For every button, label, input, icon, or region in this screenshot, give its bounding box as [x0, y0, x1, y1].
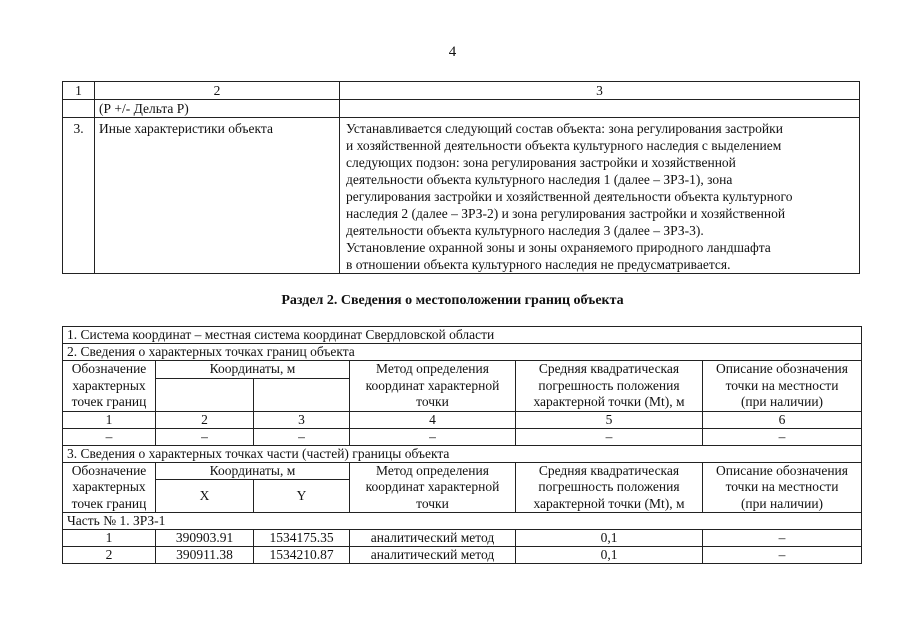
point-mt: 0,1 [516, 530, 703, 547]
text-line: регулирования застройки и хозяйственной деятельности объекта культурного [346, 189, 793, 204]
coords-header: Координаты, м [156, 361, 350, 379]
coord-system-row: 1. Система координат – местная система координат Свердловской области [63, 327, 862, 344]
paragraph [346, 239, 853, 273]
coords-header: Координаты, м [156, 462, 350, 480]
row-value-cell [340, 118, 860, 274]
num-cell: 6 [703, 411, 862, 428]
x-header-empty [156, 378, 254, 411]
num-cell: 3 [254, 411, 350, 428]
text-line: следующих подзон: зона регулирования застройки и хозяйственной [346, 155, 736, 170]
point-method: аналитический метод [350, 547, 516, 564]
text-line: и хозяйственной деятельности объекта культурного наследия с выделением [346, 138, 782, 153]
point-method: аналитический метод [350, 530, 516, 547]
parts-title-row: 3. Сведения о характерных точках части (частей) границы объекта [63, 445, 862, 462]
header-cell: 2 [95, 82, 340, 100]
table-row [63, 547, 862, 564]
point-mt: 0,1 [516, 547, 703, 564]
text-line: Устанавливается следующий состав объекта: зона регулирования застройки [346, 121, 783, 136]
paragraph [346, 120, 853, 239]
points-title-row: 2. Сведения о характерных точках границ объекта [63, 344, 862, 361]
dash-cell: – [254, 428, 350, 445]
point-description: – [703, 547, 862, 564]
dash-cell: – [516, 428, 703, 445]
table-row [63, 530, 862, 547]
text-line: наследия 2 (далее – ЗРЗ-2) и зона регулирования застройки и хозяйственной [346, 206, 786, 221]
part-title-row: Часть № 1. ЗРЗ-1 [63, 513, 862, 530]
error-header: Средняя квадратическая погрешность положения характерной точки (Mt), м [516, 361, 703, 412]
header-cell: 3 [340, 82, 860, 100]
row-name-cell: (Р +/- Дельта Р) [95, 100, 340, 118]
dash-cell: – [156, 428, 254, 445]
point-y: 1534175.35 [254, 530, 350, 547]
num-cell: 2 [156, 411, 254, 428]
point-description: – [703, 530, 862, 547]
point-y: 1534210.87 [254, 547, 350, 564]
y-header-empty [254, 378, 350, 411]
row-num-cell: 3. [63, 118, 95, 274]
y-header: Y [254, 480, 350, 513]
text-line: деятельности объекта культурного наследия 3 (далее – ЗРЗ-3). [346, 223, 704, 238]
designation-header: Обозначение характерных точек границ [63, 462, 156, 513]
num-cell: 4 [350, 411, 516, 428]
text-line: Установление охранной зоны и зоны охраняемого природного ландшафта [346, 240, 771, 255]
text-line: деятельности объекта культурного наследия 1 (далее – ЗРЗ-1), зона [346, 172, 733, 187]
table-row [63, 118, 860, 274]
point-number: 2 [63, 547, 156, 564]
boundaries-table [62, 326, 862, 564]
method-header: Метод определения координат характерной точки [350, 361, 516, 412]
x-header: X [156, 480, 254, 513]
dash-cell: – [63, 428, 156, 445]
row-num-cell [63, 100, 95, 118]
characteristics-table [62, 81, 860, 274]
header-cell: 1 [63, 82, 95, 100]
section-title: Раздел 2. Сведения о местоположении границ объекта [281, 293, 624, 308]
table-header-row [63, 82, 860, 100]
description-header: Описание обозначения точки на местности (при наличии) [703, 462, 862, 513]
method-header: Метод определения координат характерной точки [350, 462, 516, 513]
error-header: Средняя квадратическая погрешность положения характерной точки (Mt), м [516, 462, 703, 513]
point-x: 390911.38 [156, 547, 254, 564]
designation-header: Обозначение характерных точек границ [63, 361, 156, 412]
page-number: 4 [448, 44, 457, 60]
point-number: 1 [63, 530, 156, 547]
num-cell: 1 [63, 411, 156, 428]
row-name-cell: Иные характеристики объекта [95, 118, 340, 274]
text-line: в отношении объекта культурного наследия не предусматривается. [346, 257, 731, 272]
row-value-cell [340, 100, 860, 118]
dash-cell: – [703, 428, 862, 445]
description-header: Описание обозначения точки на местности (при наличии) [703, 361, 862, 412]
dash-cell: – [350, 428, 516, 445]
num-cell: 5 [516, 411, 703, 428]
point-x: 390903.91 [156, 530, 254, 547]
table-row [63, 100, 860, 118]
